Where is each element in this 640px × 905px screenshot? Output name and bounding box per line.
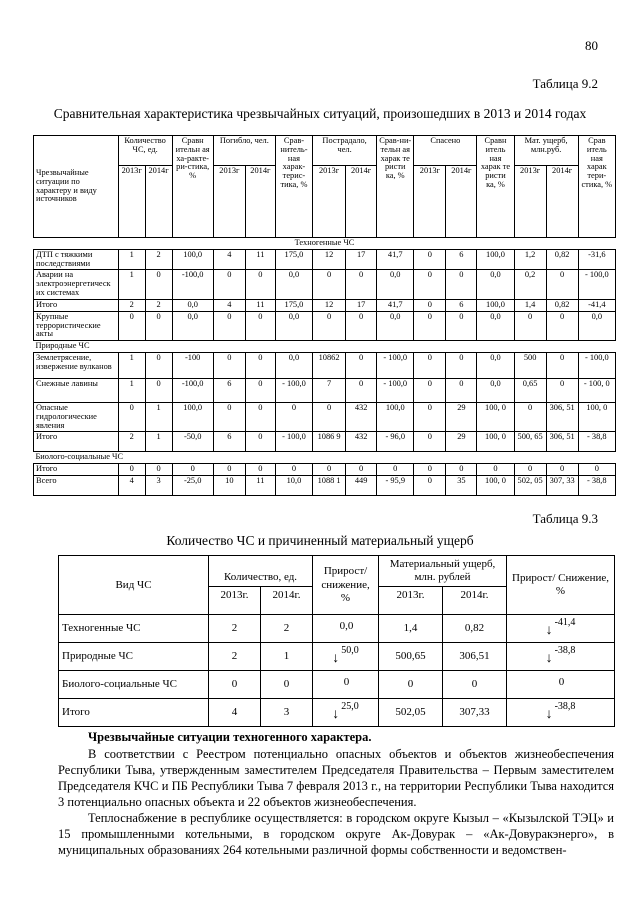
table-cell: 100, 0 xyxy=(477,402,514,431)
row-label: Биолого-социальные ЧС xyxy=(59,671,209,699)
table-row xyxy=(59,643,615,671)
table-cell: 0 xyxy=(245,270,275,299)
table-cell: 0,0 xyxy=(172,299,213,311)
table-cell: 0,82 xyxy=(546,249,578,270)
table-cell: 0,0 xyxy=(477,352,514,378)
table-cell: 3 xyxy=(145,476,172,496)
table-cell: 0 xyxy=(346,464,377,476)
table-cell: 2 xyxy=(118,432,145,452)
table-cell: 0 xyxy=(145,311,172,340)
table-cell: 0 xyxy=(213,402,245,431)
table-cell: 10 xyxy=(213,476,245,496)
table-row xyxy=(34,378,616,402)
header-year: 2014г. xyxy=(261,587,313,615)
emergency-damage-table xyxy=(58,555,615,727)
table-cell: - 38,8 xyxy=(578,432,615,452)
table-cell: 0 xyxy=(118,311,145,340)
growth-value: -41,4 xyxy=(554,617,576,629)
table-cell xyxy=(507,699,615,727)
table-cell: 0 xyxy=(213,352,245,378)
table-cell: 11 xyxy=(245,476,275,496)
table-cell: 0 xyxy=(546,311,578,340)
table-cell: 0,0 xyxy=(477,311,514,340)
down-arrow-icon: ↓ xyxy=(332,651,340,667)
table-cell: 306, 51 xyxy=(546,432,578,452)
table-cell: 0 xyxy=(414,476,446,496)
table-cell: 0 xyxy=(261,671,313,699)
table-row xyxy=(34,352,616,378)
table-cell: 0,65 xyxy=(514,378,546,402)
table-cell: 2 xyxy=(209,643,261,671)
table-cell: 0 xyxy=(377,464,414,476)
table-cell: 35 xyxy=(446,476,477,496)
table-cell: 100,0 xyxy=(172,249,213,270)
table-cell: 0 xyxy=(414,402,446,431)
table-row xyxy=(34,270,616,299)
section-label: Природные ЧС xyxy=(34,341,616,353)
row-label: Техногенные ЧС xyxy=(59,615,209,643)
table-cell: - 100,0 xyxy=(275,378,312,402)
table-cell: 6 xyxy=(446,299,477,311)
table-cell: 1 xyxy=(118,270,145,299)
table-title: Количество ЧС и причиненный материальный ущерб xyxy=(166,533,474,548)
table-cell: 0,0 xyxy=(275,352,312,378)
table-cell xyxy=(313,643,379,671)
table-cell: -100,0 xyxy=(172,270,213,299)
table-title: Сравнительная характеристика чрезвычайных ситуаций, произошедших в 2013 и 2014 годах xyxy=(53,106,587,121)
table-cell: 0 xyxy=(443,671,507,699)
table-cell: 0 xyxy=(118,464,145,476)
growth-value: 25,0 xyxy=(341,701,359,713)
table-cell: 1 xyxy=(118,378,145,402)
table-cell: 4 xyxy=(209,699,261,727)
table-cell xyxy=(507,615,615,643)
table-cell: - 95,9 xyxy=(377,476,414,496)
emergency-comparison-table xyxy=(33,135,616,496)
table-cell: 0 xyxy=(313,270,346,299)
row-label: ДТП с тяжкими последствиями xyxy=(34,249,119,270)
table-row xyxy=(59,699,615,727)
table-cell: 1 xyxy=(261,643,313,671)
row-label: Аварии на электроэнергетическ их системах xyxy=(34,270,119,299)
header-comp: Сравн ительн ая ха-ракте-ри-стика, % xyxy=(172,136,213,238)
table-cell: 12 xyxy=(313,299,346,311)
row-label: Опасные гидрологические явления xyxy=(34,402,119,431)
table-cell: 100,0 xyxy=(377,402,414,431)
header-comp: Срав-нитель-ная харак-терис-тика, % xyxy=(275,136,312,238)
table-cell: 0 xyxy=(213,311,245,340)
row-label: Итого xyxy=(34,299,119,311)
table-cell: -50,0 xyxy=(172,432,213,452)
table-cell: 0 xyxy=(446,311,477,340)
header-comp: Срав итель ная харак тери-стика, % xyxy=(578,136,615,238)
down-arrow-icon: ↓ xyxy=(545,623,553,639)
table-cell: 0 xyxy=(213,270,245,299)
growth-value: -38,8 xyxy=(554,701,576,713)
table-cell: 1,4 xyxy=(514,299,546,311)
table-cell: 0,82 xyxy=(443,615,507,643)
header-year: 2014г xyxy=(346,166,377,238)
table-cell: -31,6 xyxy=(578,249,615,270)
table-cell: 0 xyxy=(446,464,477,476)
table-cell: 0 xyxy=(245,311,275,340)
table-cell: 0,0 xyxy=(377,270,414,299)
table-cell: 2 xyxy=(261,615,313,643)
table-cell: 17 xyxy=(346,249,377,270)
table-cell: 1 xyxy=(118,249,145,270)
table-cell: 0 xyxy=(546,378,578,402)
table-cell: 432 xyxy=(346,402,377,431)
growth-value: 50,0 xyxy=(341,645,359,657)
table-cell: - 38,8 xyxy=(578,476,615,496)
table-cell: 100, 0 xyxy=(477,432,514,452)
table-cell: 0,0 xyxy=(275,311,312,340)
table-cell: 0 xyxy=(346,311,377,340)
table-cell: 0 xyxy=(446,378,477,402)
table-cell: 0 xyxy=(546,464,578,476)
table-cell: 0 xyxy=(313,311,346,340)
table-cell: 0 xyxy=(414,270,446,299)
table-cell xyxy=(507,643,615,671)
table-row xyxy=(34,402,616,431)
table-cell: 10862 xyxy=(313,352,346,378)
table-cell: - 100,0 xyxy=(578,270,615,299)
row-label: Всего xyxy=(34,476,119,496)
table-cell: 1 xyxy=(145,402,172,431)
table-cell: 2 xyxy=(145,299,172,311)
table-cell: 2 xyxy=(145,249,172,270)
table-row xyxy=(34,299,616,311)
header-type: Чрезвычайные ситуации по характеру и виду источников xyxy=(34,136,119,238)
paragraph: Теплоснабжение в республике осуществляется: в городском округе Кызыл – «Кызылской ТЭЦ» и 15 промышленными котельными, в городском округе Ак-Довурак – «Ак-Довуракэнерго», в муниципальных образованиях 264 котельными различной формы собственности и ведомствен- xyxy=(58,811,614,857)
table-cell: 4 xyxy=(118,476,145,496)
table-cell: 0 xyxy=(414,311,446,340)
table-cell: 0 xyxy=(275,464,312,476)
table-cell: - 100,0 xyxy=(275,432,312,452)
table-cell: 11 xyxy=(245,249,275,270)
growth-value: 0 xyxy=(343,676,350,689)
section-label: Биолого-социальные ЧС xyxy=(34,452,616,464)
table-cell: 0 xyxy=(446,270,477,299)
header-count: Количество, ед. xyxy=(209,556,313,587)
table-cell: 1,4 xyxy=(379,615,443,643)
table-cell: 0 xyxy=(414,249,446,270)
table-cell: 1,2 xyxy=(514,249,546,270)
table-cell: 0,0 xyxy=(275,270,312,299)
table-cell: 7 xyxy=(313,378,346,402)
table-row xyxy=(34,311,616,340)
table-cell: 0 xyxy=(414,432,446,452)
table-cell: 0 xyxy=(245,432,275,452)
table-cell: 175,0 xyxy=(275,249,312,270)
table-cell: 6 xyxy=(213,432,245,452)
table-cell: 0 xyxy=(145,464,172,476)
table-cell: 0 xyxy=(578,464,615,476)
table-cell: 502,05 xyxy=(379,699,443,727)
table-cell: 0 xyxy=(414,464,446,476)
table-row xyxy=(34,464,616,476)
table-cell: 100, 0 xyxy=(578,402,615,431)
down-arrow-icon: ↓ xyxy=(545,651,553,667)
table-cell: 41,7 xyxy=(377,249,414,270)
table-caption: Таблица 9.3 xyxy=(532,511,598,526)
header-comp: Сравн итель ная харак те ристи ка, % xyxy=(477,136,514,238)
table-row xyxy=(34,432,616,452)
table-caption: Таблица 9.2 xyxy=(532,76,598,91)
table-row xyxy=(59,615,615,643)
table-row xyxy=(34,476,616,496)
paragraph: В соответствии с Реестром потенциально опасных объектов и объектов жизнеобеспечения Республики Тыва, утвержденным заместителем Председателя Правительства – Первым заместителем Председателя КЧС и ПБ Республики Тыва 7 февраля 2013 г., на территории Республики Тыва находится 3 потенциально опасных объекта и 22 объектов жизнеобеспечения. xyxy=(58,747,614,809)
table-body xyxy=(34,352,616,451)
table-cell: 0 xyxy=(514,402,546,431)
header-growth: Прирост/ Снижение, % xyxy=(507,556,615,615)
table-cell: 0 xyxy=(514,311,546,340)
header-year: 2013г xyxy=(414,166,446,238)
header-year: 2014г xyxy=(446,166,477,238)
table-cell: 0 xyxy=(414,352,446,378)
table-cell: 2 xyxy=(209,615,261,643)
table-cell: 0,0 xyxy=(477,378,514,402)
header-dead: Погибло, чел. xyxy=(213,136,275,166)
table-cell: - 100, 0 xyxy=(578,378,615,402)
table-cell: 12 xyxy=(313,249,346,270)
table-cell: 0 xyxy=(245,402,275,431)
table-cell: 0 xyxy=(477,464,514,476)
table-row xyxy=(34,249,616,270)
table-cell: 0,0 xyxy=(477,270,514,299)
header-damage: Материальный ущерб, млн. рублей xyxy=(379,556,507,587)
table-cell: 100, 0 xyxy=(477,476,514,496)
table-cell: 432 xyxy=(346,432,377,452)
table-cell: 1088 1 xyxy=(313,476,346,496)
header-damage: Мат. ущерб, млн.руб. xyxy=(514,136,578,166)
table-cell: 0 xyxy=(346,270,377,299)
table-cell: 0 xyxy=(118,402,145,431)
header-year: 2013г xyxy=(514,166,546,238)
table-cell: 1086 9 xyxy=(313,432,346,452)
table-cell: 0 xyxy=(145,270,172,299)
table-body xyxy=(59,615,615,727)
header-year: 2013г xyxy=(313,166,346,238)
row-label: Снежные лавины xyxy=(34,378,119,402)
table-cell: 6 xyxy=(446,249,477,270)
table-cell: 11 xyxy=(245,299,275,311)
down-arrow-icon: ↓ xyxy=(332,707,340,723)
table-cell: 0 xyxy=(446,352,477,378)
table-cell: 0 xyxy=(145,352,172,378)
table-cell: 4 xyxy=(213,299,245,311)
table-cell: 0 xyxy=(346,378,377,402)
table-cell: 175,0 xyxy=(275,299,312,311)
row-label: Землетрясение, извержение вулканов xyxy=(34,352,119,378)
table-cell: - 100,0 xyxy=(377,378,414,402)
table-cell: 500, 65 xyxy=(514,432,546,452)
table-cell: 0 xyxy=(379,671,443,699)
table-cell: 0,2 xyxy=(514,270,546,299)
header-year: 2014г. xyxy=(443,587,507,615)
header-injured: Пострадало, чел. xyxy=(313,136,377,166)
table-cell: 100,0 xyxy=(477,249,514,270)
table-cell: 0 xyxy=(346,352,377,378)
table-cell: -41,4 xyxy=(578,299,615,311)
table-cell: 0 xyxy=(313,464,346,476)
table-cell: - 100,0 xyxy=(578,352,615,378)
header-year: 2013г xyxy=(118,166,145,238)
table-cell: 0,0 xyxy=(578,311,615,340)
table-row xyxy=(59,671,615,699)
table-body xyxy=(34,464,616,496)
row-label: Итого xyxy=(34,432,119,452)
header-year: 2013г. xyxy=(209,587,261,615)
down-arrow-icon: ↓ xyxy=(545,707,553,723)
table-cell: 0 xyxy=(514,464,546,476)
table-cell: 29 xyxy=(446,432,477,452)
growth-value: -38,8 xyxy=(554,645,576,657)
table-cell: 0 xyxy=(213,464,245,476)
table-cell xyxy=(507,671,615,699)
row-label: Итого xyxy=(59,699,209,727)
table-cell xyxy=(313,615,379,643)
table-cell: 100,0 xyxy=(477,299,514,311)
table-cell: -25,0 xyxy=(172,476,213,496)
header-count: Количество ЧС, ед. xyxy=(118,136,172,166)
table-cell: - 100,0 xyxy=(377,352,414,378)
table-cell: 0 xyxy=(209,671,261,699)
growth-value: 0,0 xyxy=(339,620,354,633)
table-cell: 3 xyxy=(261,699,313,727)
table-cell: - 96,0 xyxy=(377,432,414,452)
header-type: Вид ЧС xyxy=(59,556,209,615)
table-cell: 10,0 xyxy=(275,476,312,496)
table-cell: 0 xyxy=(275,402,312,431)
table-cell: 0 xyxy=(145,378,172,402)
table-cell: 2 xyxy=(118,299,145,311)
table-cell: 4 xyxy=(213,249,245,270)
table-cell: 0,82 xyxy=(546,299,578,311)
table-cell: 0 xyxy=(313,402,346,431)
table-cell: 29 xyxy=(446,402,477,431)
row-label: Природные ЧС xyxy=(59,643,209,671)
table-cell: 1 xyxy=(145,432,172,452)
growth-value: 0 xyxy=(558,676,565,689)
table-cell: 502, 05 xyxy=(514,476,546,496)
table-cell: 0,0 xyxy=(172,311,213,340)
header-saved: Спасено xyxy=(414,136,477,166)
table-cell: 100,0 xyxy=(172,402,213,431)
header-year: 2014г xyxy=(145,166,172,238)
table-cell: 500,65 xyxy=(379,643,443,671)
table-cell: 0,0 xyxy=(377,311,414,340)
table-cell: 500 xyxy=(514,352,546,378)
table-cell: 0 xyxy=(245,352,275,378)
header-year: 2013г xyxy=(213,166,245,238)
section-heading: Чрезвычайные ситуации техногенного характера. xyxy=(88,730,372,744)
header-year: 2014г xyxy=(245,166,275,238)
table-cell: 306, 51 xyxy=(546,402,578,431)
table-cell: -100 xyxy=(172,352,213,378)
table-cell: 0 xyxy=(245,378,275,402)
row-label: Крупные террористические акты xyxy=(34,311,119,340)
table-body xyxy=(34,249,616,340)
row-label: Итого xyxy=(34,464,119,476)
header-year: 2013г. xyxy=(379,587,443,615)
table-cell: 1 xyxy=(118,352,145,378)
table-cell: 41,7 xyxy=(377,299,414,311)
header-comp: Срав-ни-тельн ая харак те ристи ка, % xyxy=(377,136,414,238)
body-text xyxy=(58,729,614,858)
table-cell xyxy=(313,699,379,727)
table-cell: 0 xyxy=(172,464,213,476)
table-cell: 306,51 xyxy=(443,643,507,671)
table-cell: 449 xyxy=(346,476,377,496)
table-cell: 6 xyxy=(213,378,245,402)
table-cell: 0 xyxy=(546,352,578,378)
page-number: 80 xyxy=(585,38,598,53)
table-cell xyxy=(313,671,379,699)
table-cell: -100,0 xyxy=(172,378,213,402)
table-cell: 307,33 xyxy=(443,699,507,727)
header-year: 2014г xyxy=(546,166,578,238)
table-cell: 307, 33 xyxy=(546,476,578,496)
table-cell: 0 xyxy=(414,378,446,402)
table-cell: 0 xyxy=(546,270,578,299)
table-cell: 0 xyxy=(414,299,446,311)
header-growth: Прирост/ снижение, % xyxy=(313,556,379,615)
section-label: Техногенные ЧС xyxy=(34,238,616,250)
table-cell: 0 xyxy=(245,464,275,476)
table-cell: 17 xyxy=(346,299,377,311)
